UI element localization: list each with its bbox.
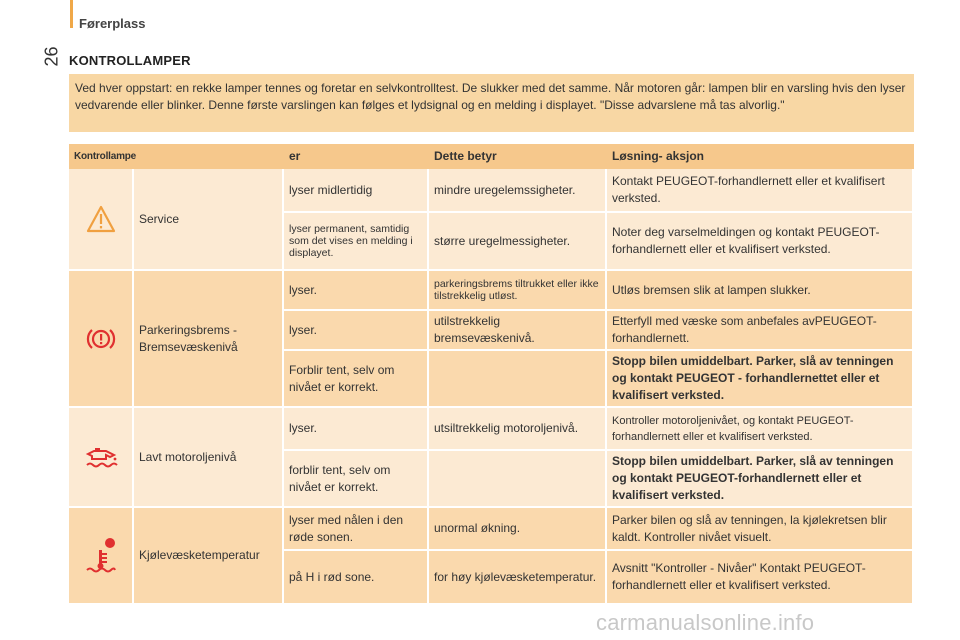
meaning-cell: [429, 451, 607, 508]
meaning-cell: utsiltrekkelig motoroljenivå.: [429, 408, 607, 451]
oil-level-icon: [84, 445, 118, 469]
table-row: [69, 271, 914, 311]
page-title: KONTROLLAMPER: [69, 53, 191, 68]
col-header-meaning: Dette betyr: [429, 144, 607, 169]
meaning-cell: mindre uregelemssigheter.: [429, 169, 607, 213]
meaning-cell: [429, 351, 607, 408]
action-cell: Stopp bilen umiddelbart. Parker, slå av tenningen og kontakt PEUGEOT-forhandlernett eller et kvalifisert verksted.: [607, 451, 914, 508]
state-cell: lyser.: [284, 311, 429, 351]
lamp-name: Parkeringsbrems - Bremsevæskenivå: [134, 271, 284, 408]
action-cell: Avsnitt "Kontroller - Nivåer" Kontakt PEUGEOT-forhandlernett eller et kvalifisert verksted.: [607, 551, 914, 605]
lamp-name: Lavt motoroljenivå: [134, 408, 284, 508]
page-number: 26: [41, 46, 62, 67]
table-row: [69, 408, 914, 451]
action-cell: Stopp bilen umiddelbart. Parker, slå av tenningen og kontakt PEUGEOT - forhandlernettet eller et kvalifisert verksted.: [607, 351, 914, 408]
action-cell: Kontroller motoroljenivået, og kontakt PEUGEOT-forhandlernett eller et kvalifisert verksted.: [607, 408, 914, 451]
coolant-temperature-icon: [83, 536, 119, 576]
service-icon-cell: [69, 169, 134, 271]
state-cell: Forblir tent, selv om nivået er korrekt.: [284, 351, 429, 408]
col-header-action: Løsning- aksjon: [607, 144, 914, 169]
action-cell: Noter deg varselmeldingen og kontakt PEUGEOT-forhandlernett eller et kvalifisert verksted.: [607, 213, 914, 271]
table-row: [69, 508, 914, 551]
action-cell: Utløs bremsen slik at lampen slukker.: [607, 271, 914, 311]
warning-lamps-table: [69, 144, 914, 605]
meaning-cell: større uregelmessigheter.: [429, 213, 607, 271]
brake-warning-icon: [86, 326, 116, 352]
col-header-state: er: [284, 144, 429, 169]
action-cell: Kontakt PEUGEOT-forhandlernett eller et kvalifisert verksted.: [607, 169, 914, 213]
meaning-cell: unormal økning.: [429, 508, 607, 551]
state-cell: lyser med nålen i den røde sonen.: [284, 508, 429, 551]
state-cell: lyser.: [284, 408, 429, 451]
section-title: Førerplass: [79, 16, 146, 31]
table-header-row: [69, 144, 914, 169]
intro-box: Ved hver oppstart: en rekke lamper tennes og foretar en selvkontrolltest. De slukker med det samme. Når motoren går: lampen blir en varsling hvis den lyser vedvarende eller blinker. Denne første varslingen kan følges et lydsignal og en melding i displayet. "Disse advarslene må tas alvorlig.": [69, 74, 914, 132]
col-header-name: [134, 144, 284, 169]
section-marker-bar: [70, 0, 73, 28]
meaning-cell: for høy kjølevæsketemperatur.: [429, 551, 607, 605]
table-row: [69, 169, 914, 213]
lamp-name: Kjølevæsketemperatur: [134, 508, 284, 605]
meaning-cell: utilstrekkelig bremsevæskenivå.: [429, 311, 607, 351]
state-cell: lyser midlertidig: [284, 169, 429, 213]
col-header-lamp: Kontrollampe: [69, 144, 134, 169]
watermark: carmanualsonline.info: [596, 610, 815, 635]
state-cell: på H i rød sone.: [284, 551, 429, 605]
oil-icon-cell: [69, 408, 134, 508]
state-cell: forblir tent, selv om nivået er korrekt.: [284, 451, 429, 508]
brake-icon-cell: [69, 271, 134, 408]
action-cell: Parker bilen og slå av tenningen, la kjølekretsen blir kaldt. Kontroller nivået visuelt.: [607, 508, 914, 551]
warning-triangle-icon: [86, 205, 116, 233]
lamp-name: Service: [134, 169, 284, 271]
meaning-cell: parkeringsbrems tiltrukket eller ikke tilstrekkelig utløst.: [429, 271, 607, 311]
state-cell: lyser.: [284, 271, 429, 311]
coolant-icon-cell: [69, 508, 134, 605]
state-cell: lyser permanent, samtidig som det vises en melding i displayet.: [284, 213, 429, 271]
action-cell: Etterfyll med væske som anbefales avPEUGEOT-forhandlernett.: [607, 311, 914, 351]
